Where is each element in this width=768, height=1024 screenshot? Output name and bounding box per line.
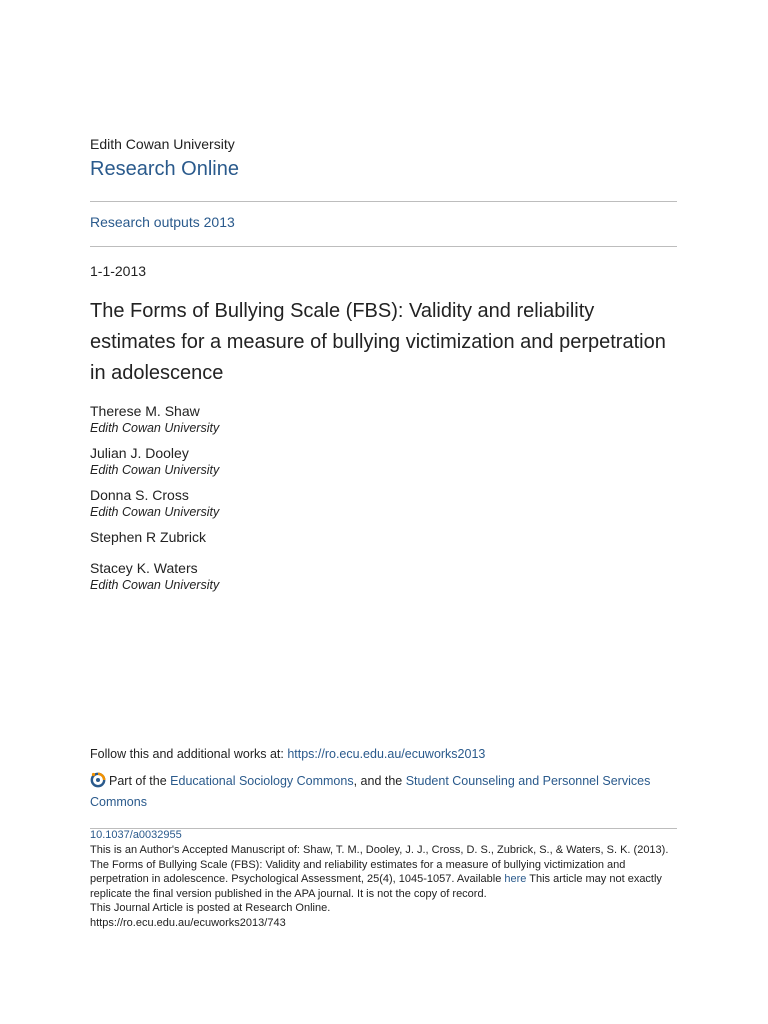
student-counseling-commons-link[interactable]: Student Counseling and Personnel Services Commons (90, 774, 651, 809)
follow-line (90, 747, 485, 761)
posted-note: This Journal Article is posted at Research Online. (90, 902, 331, 914)
commons-network-icon (90, 772, 106, 788)
follow-text: Follow this and additional works at: (90, 747, 288, 761)
part-of-prefix: Part of the (109, 774, 171, 788)
author-name: Stephen R Zubrick (90, 529, 206, 545)
series-link[interactable]: Research outputs 2013 (90, 214, 235, 230)
citation-part2: This article may not exactly replicate the final version published in the APA journal. It is not the copy of record. (90, 873, 662, 900)
publication-date: 1-1-2013 (90, 263, 147, 279)
record-url: https://ro.ecu.edu.au/ecuworks2013/743 (90, 916, 286, 929)
institution-name: Edith Cowan University (90, 136, 235, 152)
author-entry (90, 403, 677, 436)
author-entry (90, 560, 677, 593)
part-of-middle: , and the (353, 774, 406, 788)
divider (90, 201, 677, 202)
author-affiliation: Edith Cowan University (90, 578, 220, 592)
repository-link[interactable]: Research Online (90, 158, 239, 180)
author-name: Stacey K. Waters (90, 560, 198, 576)
author-name: Donna S. Cross (90, 487, 189, 503)
article-title: The Forms of Bullying Scale (FBS): Validity and reliability estimates for a measure of bullying victimization and perpetration in adolescence (90, 300, 666, 384)
collection-link[interactable]: https://ro.ecu.edu.au/ecuworks2013 (287, 747, 486, 761)
author-name: Julian J. Dooley (90, 445, 189, 461)
author-entry (90, 487, 677, 520)
citation-text (90, 843, 677, 901)
citation-block (90, 843, 677, 930)
author-list (90, 403, 677, 602)
doi-link[interactable]: 10.1037/a0032955 (90, 829, 182, 841)
educational-sociology-commons-link[interactable]: Educational Sociology Commons (170, 774, 354, 788)
author-affiliation: Edith Cowan University (90, 505, 220, 519)
author-entry (90, 445, 677, 478)
author-affiliation: Edith Cowan University (90, 463, 220, 477)
author-affiliation: Edith Cowan University (90, 421, 220, 435)
author-name: Therese M. Shaw (90, 403, 200, 419)
part-of-line (90, 771, 677, 813)
author-entry (90, 529, 677, 546)
citation-part1: This is an Author's Accepted Manuscript of: Shaw, T. M., Dooley, J. J., Cross, D. S., Zubrick, S., & Waters, S. K. (2013). The Forms of Bullying Scale (FBS): Validity and reliability estimates for a measure of bullying victimization and perpetration in adolescence. Psychological Assessment, 25(4), 1045-1057. Available (90, 844, 669, 885)
available-here-link[interactable]: here (504, 873, 527, 885)
divider (90, 246, 677, 247)
